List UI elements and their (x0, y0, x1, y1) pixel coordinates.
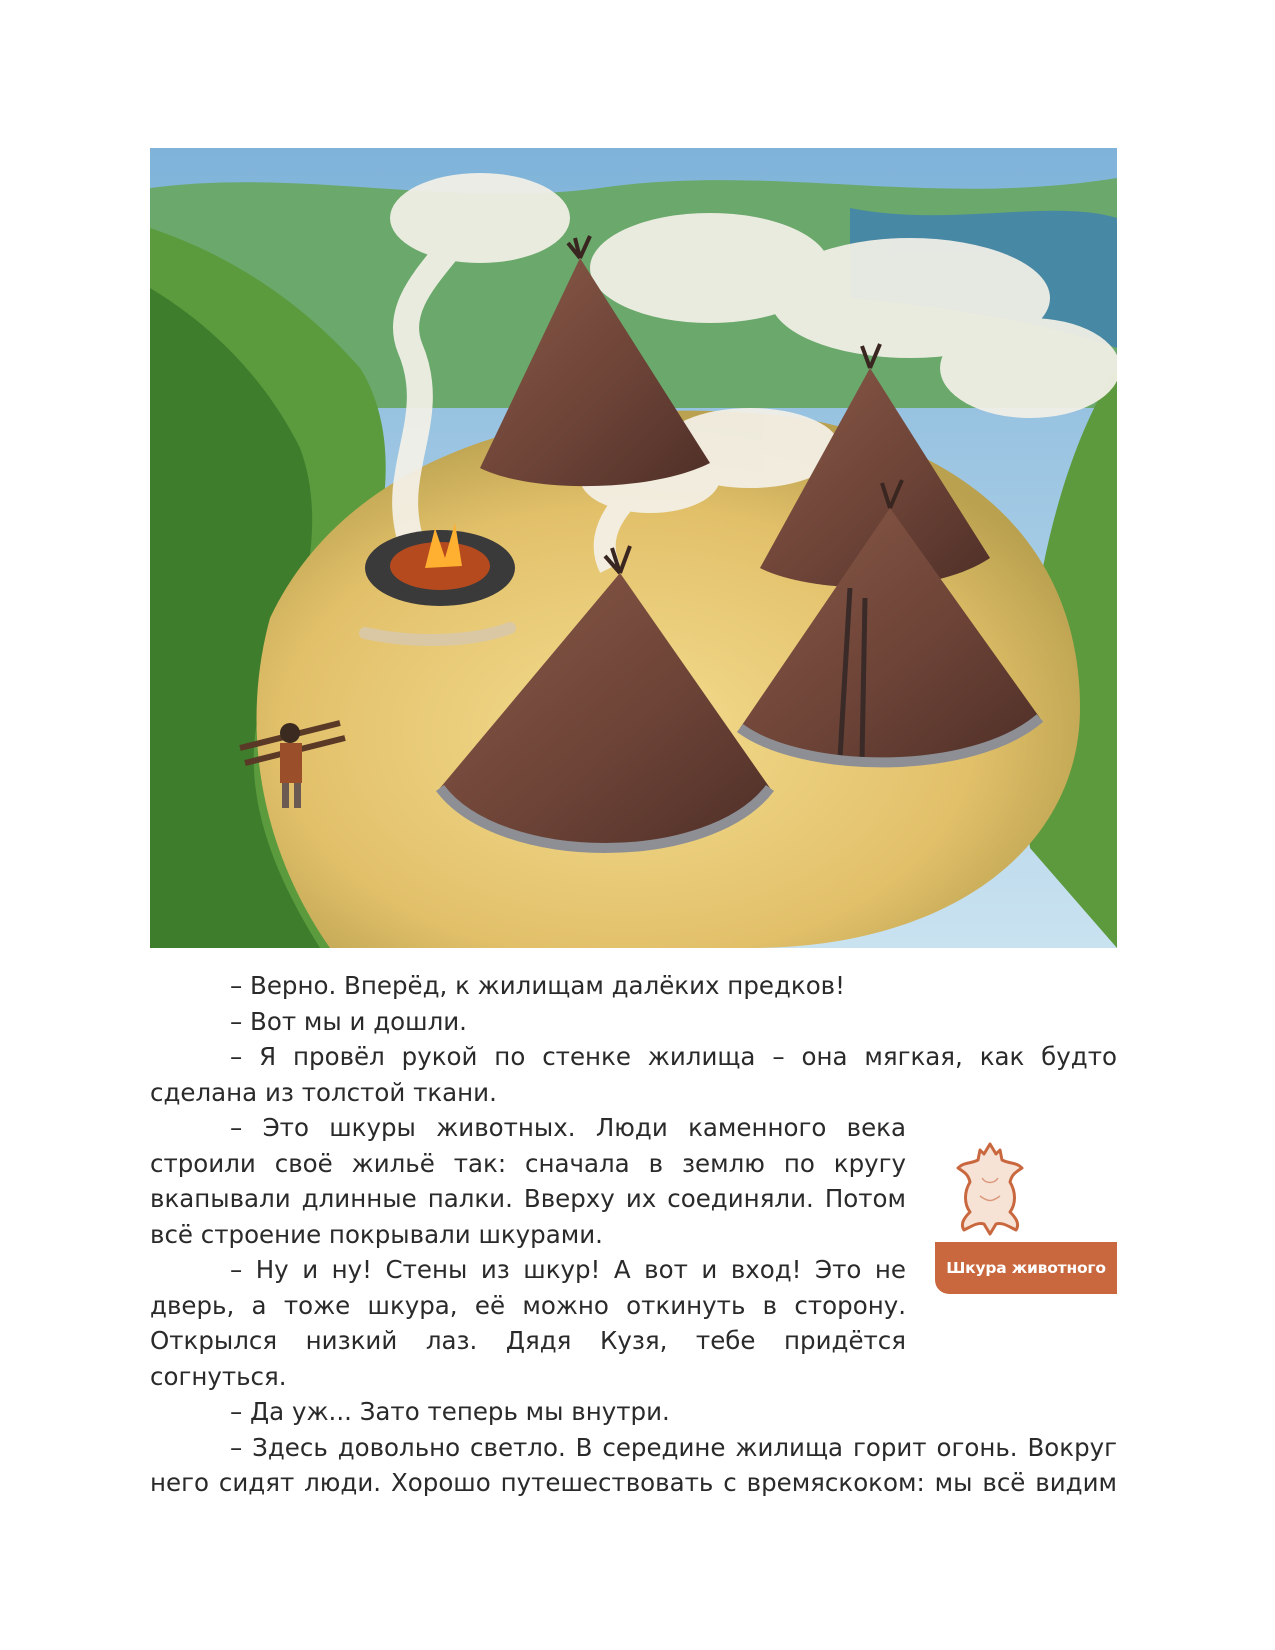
paragraph-1: – Верно. Вперёд, к жилищам далёких предков! (230, 971, 845, 1000)
paragraph-4: – Это шкуры животных. Люди каменного века строили своё жильё так: сначала в землю по кругу вкапывали длинные палки. Вверху их соединяли. Потом всё строение покрывали шкурами. (150, 1113, 906, 1249)
illustration-svg (150, 148, 1117, 948)
paragraph-3: – Я провёл рукой по стенке жилища – она мягкая, как будто сделана из толстой ткани. (150, 1042, 1117, 1107)
sidebar-caption: Шкура животного (935, 1242, 1117, 1294)
paragraph-6: – Да уж... Зато теперь мы внутри. (230, 1397, 670, 1426)
stone-age-camp-illustration (150, 148, 1117, 948)
paragraph-5: – Ну и ну! Стены из шкур! А вот и вход! Это не дверь, а тоже шкура, её можно откинуть в сторону. Открылся низкий лаз. Дядя Кузя, тебе придётся согнуться. (150, 1255, 906, 1391)
paragraph-7: – Здесь довольно светло. В середине жилища горит огонь. Вокруг него сидят люди. Хорошо путешествовать с времяскоком: мы всё видим (150, 1432, 1117, 1497)
animal-hide-icon (950, 1138, 1030, 1238)
paragraph-2: – Вот мы и дошли. (230, 1006, 467, 1036)
